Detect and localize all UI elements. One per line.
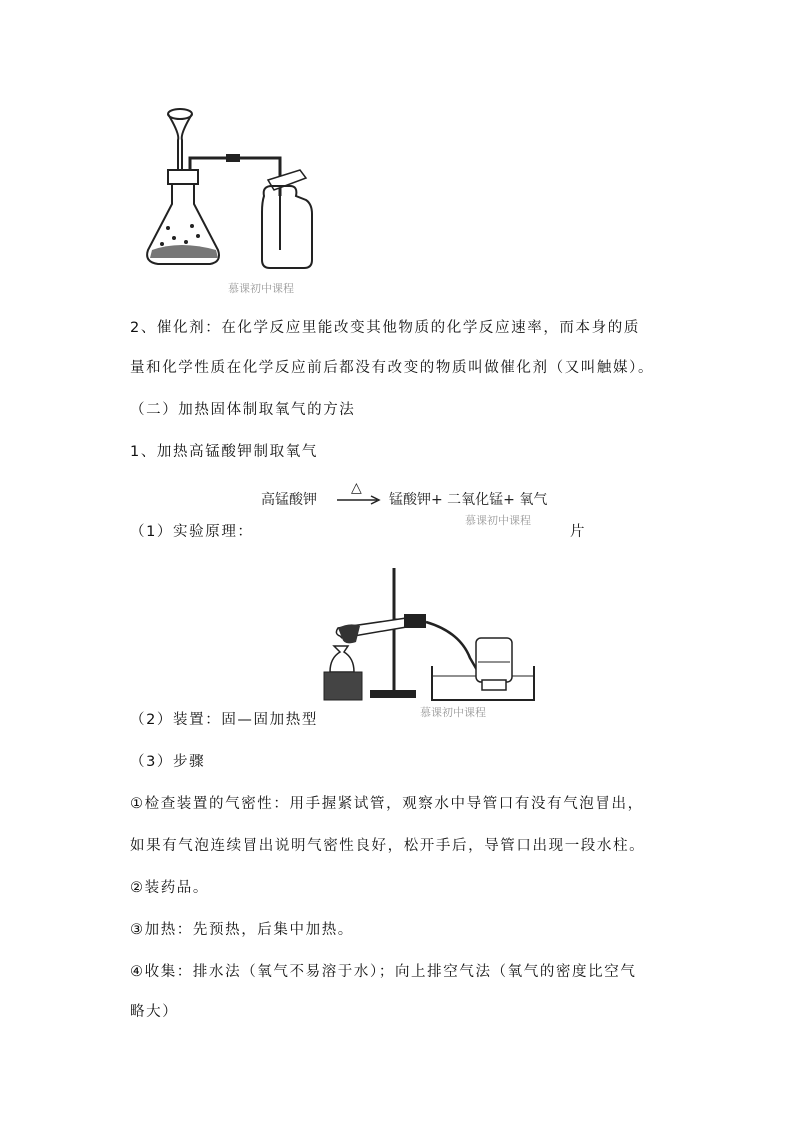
catalyst-definition-line-1: 2、催化剂：在化学反应里能改变其他物质的化学反应速率，而本身的质	[130, 320, 640, 336]
subheading-potassium-permanganate: 1、加热高锰酸钾制取氧气	[130, 444, 318, 460]
equation-condition: △	[351, 480, 362, 496]
equation-reactant: 高锰酸钾	[261, 492, 317, 508]
watermark-2: 慕课初中课程	[465, 514, 531, 527]
principle-tail: 片	[570, 524, 587, 540]
steps-title: （3）步骤	[130, 754, 206, 770]
oxygen-generation-apparatus-figure	[140, 100, 340, 300]
step-2: ②装药品。	[130, 880, 209, 896]
step-3: ③加热：先预热，后集中加热。	[130, 922, 354, 938]
word-equation-figure	[255, 478, 575, 530]
equation-products: 锰酸钾+ 二氧化锰+ 氧气	[389, 492, 548, 508]
watermark-3: 慕课初中课程	[420, 706, 486, 719]
device-type: （2）装置：固—固加热型	[130, 712, 318, 728]
step-4-line-1: ④收集：排水法（氧气不易溶于水）；向上排空气法（氧气的密度比空气	[130, 964, 637, 980]
heating-apparatus-figure	[320, 562, 540, 722]
step-1-line-1: ①检查装置的气密性：用手握紧试管，观察水中导管口有没有气泡冒出，	[130, 796, 644, 812]
catalyst-definition-line-2: 量和化学性质在化学反应前后都没有改变的物质叫做催化剂（又叫触媒）。	[130, 360, 655, 376]
section-heading-heating-solids: （二）加热固体制取氧气的方法	[130, 402, 356, 418]
watermark-1: 慕课初中课程	[228, 282, 294, 295]
step-4-line-2: 略大）	[130, 1004, 179, 1020]
step-1-line-2: 如果有气泡连续冒出说明气密性良好，松开手后，导管口出现一段水柱。	[130, 838, 646, 854]
principle-label: （1）实验原理：	[130, 524, 254, 540]
